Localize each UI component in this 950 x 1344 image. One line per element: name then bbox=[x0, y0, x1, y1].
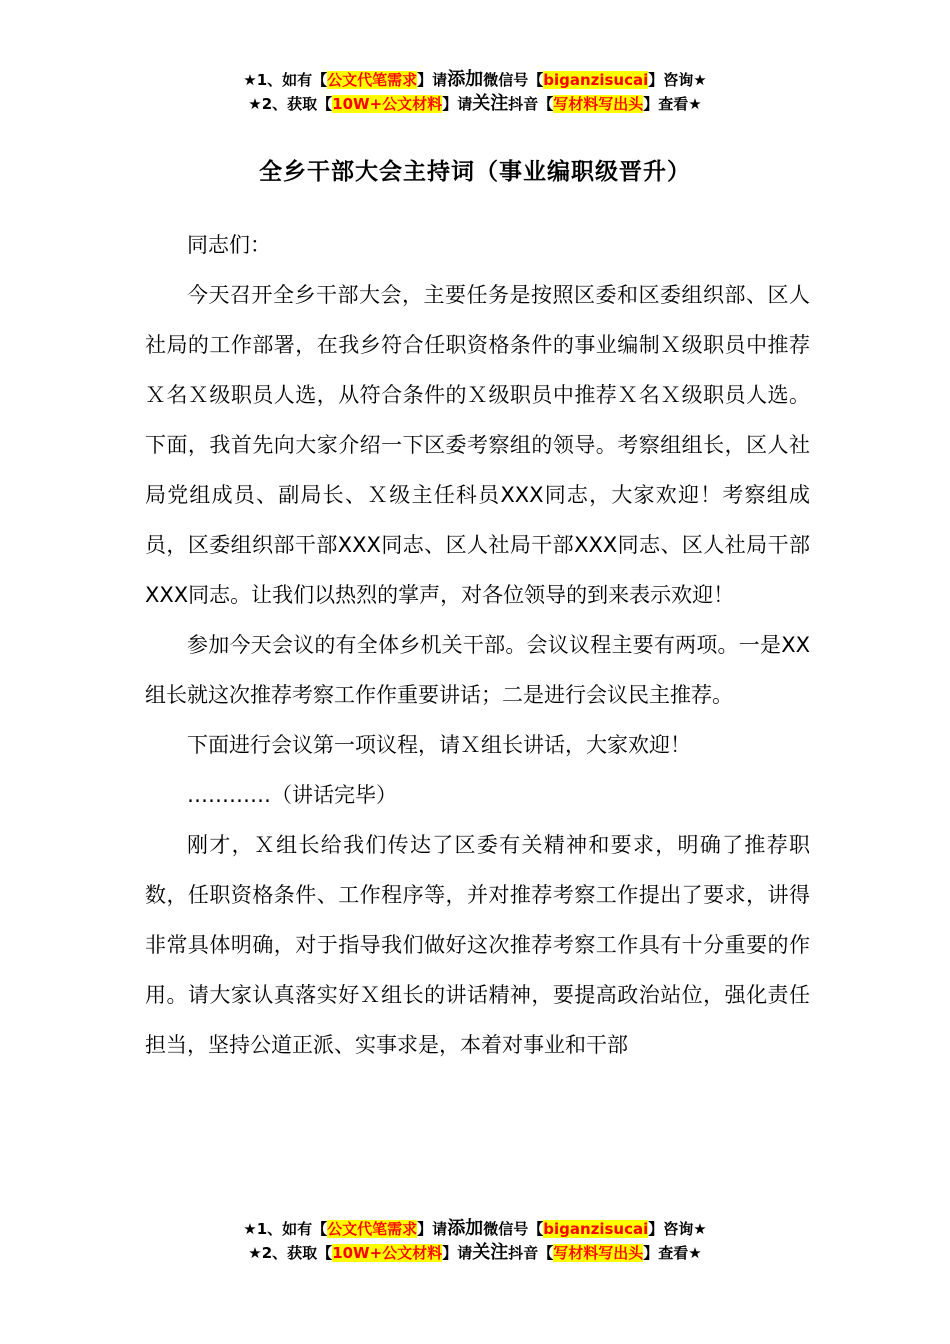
paragraph: 今天召开全乡干部大会，主要任务是按照区委和区委组织部、区人社局的工作部署，在我乡符合任职资格条件的事业编制Ｘ级职员中推荐Ｘ名Ｘ级职员人选，从符合条件的Ｘ级职员中推荐Ｘ名Ｘ级职员人选。下面，我首先向大家介绍一下区委考察组的领导。考察组组长，区人社局党组成员、副局长、Ｘ级主任科员XXX同志，大家欢迎！考察组成员，区委组织部干部XXX同志、区人社局干部XXX同志、区人社局干部XXX同志。让我们以热烈的掌声，对各位领导的到来表示欢迎！ bbox=[145, 283, 810, 607]
banner-emphasis: 关注 bbox=[472, 93, 509, 114]
banner-text: 】咨询★ bbox=[648, 71, 707, 89]
banner-emphasis: 添加 bbox=[447, 69, 484, 90]
banner-highlight: biganzisucai bbox=[543, 71, 649, 89]
banner-text: 】请 bbox=[417, 1220, 448, 1238]
footer-banner bbox=[0, 1217, 950, 1265]
banner-text: 】查看★ bbox=[643, 95, 702, 113]
banner-text: 】请 bbox=[442, 1244, 473, 1262]
banner-text: 微信号【 bbox=[483, 1220, 544, 1238]
banner-line-2 bbox=[0, 92, 950, 116]
banner-text: ★1、如有【 bbox=[243, 1220, 328, 1238]
banner-highlight: 10W+公文材料 bbox=[332, 95, 443, 113]
paragraph-salutation: 同志们： bbox=[187, 233, 271, 257]
banner-highlight: 写材料写出头 bbox=[553, 95, 644, 113]
banner-text: 】请 bbox=[417, 71, 448, 89]
banner-emphasis: 关注 bbox=[472, 1242, 509, 1263]
banner-text: 微信号【 bbox=[483, 71, 544, 89]
banner-text: 】查看★ bbox=[643, 1244, 702, 1262]
banner-text: 】请 bbox=[442, 95, 473, 113]
banner-text: ★1、如有【 bbox=[243, 71, 328, 89]
banner-text: ★2、获取【 bbox=[248, 1244, 333, 1262]
banner-highlight: 10W+公文材料 bbox=[332, 1244, 443, 1262]
banner-emphasis: 添加 bbox=[447, 1218, 484, 1239]
paragraph: …………（讲话完毕） bbox=[187, 783, 397, 807]
banner-highlight: biganzisucai bbox=[543, 1220, 649, 1238]
paragraph: 参加今天会议的有全体乡机关干部。会议议程主要有两项。一是XX组长就这次推荐考察工作作重要讲话；二是进行会议民主推荐。 bbox=[145, 633, 810, 707]
document-title: 全乡干部大会主持词（事业编职级晋升） bbox=[259, 159, 691, 185]
banner-line-1 bbox=[0, 1217, 950, 1241]
banner-highlight: 写材料写出头 bbox=[553, 1244, 644, 1262]
banner-text: 抖音【 bbox=[508, 95, 554, 113]
banner-line-2 bbox=[0, 1241, 950, 1265]
banner-highlight: 公文代笔需求 bbox=[327, 1220, 418, 1238]
paragraph: 下面进行会议第一项议程，请Ｘ组长讲话，大家欢迎！ bbox=[187, 733, 691, 757]
paragraph: 刚才，Ｘ组长给我们传达了区委有关精神和要求，明确了推荐职数，任职资格条件、工作程序等，并对推荐考察工作提出了要求，讲得非常具体明确，对于指导我们做好这次推荐考察工作具有十分重要的作用。请大家认真落实好Ｘ组长的讲话精神，要提高政治站位，强化责任担当，坚持公道正派、实事求是，本着对事业和干部 bbox=[145, 833, 810, 1057]
banner-text: 抖音【 bbox=[508, 1244, 554, 1262]
header-banner bbox=[0, 68, 950, 116]
banner-line-1 bbox=[0, 68, 950, 92]
banner-text: ★2、获取【 bbox=[248, 95, 333, 113]
banner-highlight: 公文代笔需求 bbox=[327, 71, 418, 89]
banner-text: 】咨询★ bbox=[648, 1220, 707, 1238]
document-body bbox=[145, 220, 810, 1070]
